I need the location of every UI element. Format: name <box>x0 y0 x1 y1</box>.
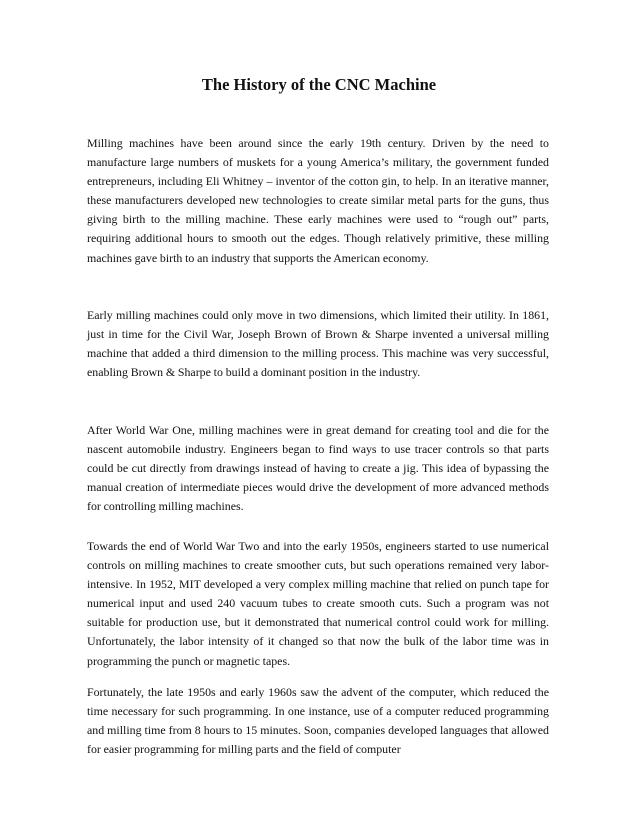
page-title: The History of the CNC Machine <box>201 75 437 94</box>
paragraph-early-milling-history: Milling machines have been around since the early 19th century. Driven by the need to manufacture large numbers of muskets for a young America’s military, the government funded entrepreneurs, including Eli Whitney – inventor of the cotton gin, to help. In an iterative manner, these manufacturers developed new technologies to create similar metal parts for the guns, thus giving birth to the milling machine. These early machines were used to “rough out” parts, requiring additional hours to smooth out the edges. Though relatively primitive, these milling machines gave birth to an industry that supports the American economy. <box>87 136 549 265</box>
paragraph-tracer-controls: After World War One, milling machines were in great demand for creating tool and die for the nascent automobile industry. Engineers began to find ways to use tracer controls so that parts could be cut directly from drawings instead of having to create a jig. This idea of bypassing the manual creation of intermediate pieces would drive the development of more advanced methods for controlling milling machines. <box>87 423 549 514</box>
paragraph-numerical-controls: Towards the end of World War Two and into the early 1950s, engineers started to use numerical controls on milling machines to create smoother cuts, but such operations remained very labor-intensive. In 1952, MIT developed a very complex milling machine that relied on punch tape for numerical input and used 240 vacuum tubes to create smooth cuts. Such a program was not suitable for production use, but it demonstrated that numerical control could work for milling. Unfortunately, the labor intensity of it changed so that now the bulk of the labor time was in programming the punch or magnetic tapes. <box>87 539 549 668</box>
paragraph-universal-milling-machine: Early milling machines could only move in two dimensions, which limited their utility. In 1861, just in time for the Civil War, Joseph Brown of Brown & Sharpe invented a universal milling machine that added a third dimension to the milling process. This machine was very successful, enabling Brown & Sharpe to build a dominant position in the industry. <box>87 308 549 380</box>
paragraph-computer-programming: Fortunately, the late 1950s and early 1960s saw the advent of the computer, which reduced the time necessary for such programming. In one instance, use of a computer reduced programming and milling time from 8 hours to 15 minutes. Soon, companies developed languages that allowed for easier programming for milling parts and the field of computer <box>87 685 549 757</box>
